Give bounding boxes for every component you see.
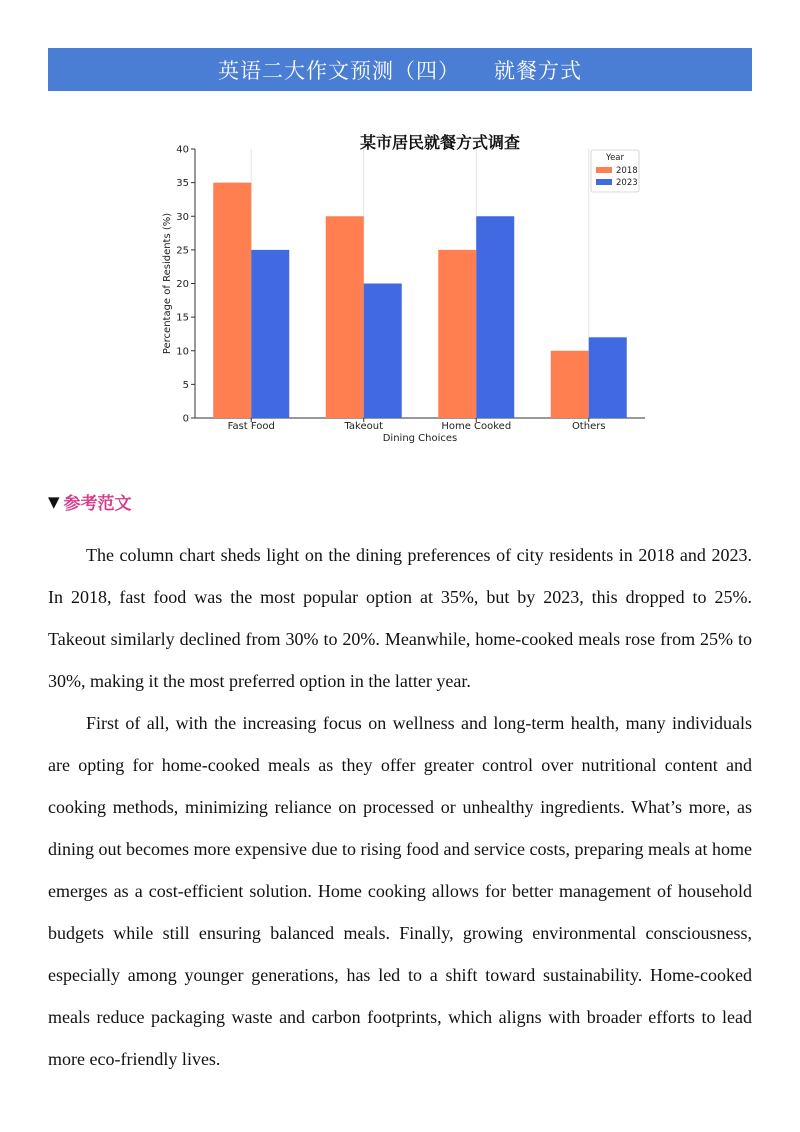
bar-2018-home-cooked [438,250,476,418]
reference-essay-heading [48,489,132,514]
chart-title: 某市居民就餐方式调查 [359,133,521,152]
y-axis-label: Percentage of Residents (%) [162,212,173,355]
y-tick-label: 5 [182,379,189,391]
y-tick-label: 25 [176,245,189,257]
y-tick-label: 15 [176,312,189,324]
legend-label-2023: 2023 [616,178,638,188]
legend-swatch-2023 [596,179,612,185]
essay-paragraph-2: First of all, with the increasing focus on wellness and long-term health, many individuals are opting for home-cooked meals as they offer greater control over nutritional content and cooking methods, minimizing reliance on processed or unhealthy ingredients. What’s more, as dining out becomes more expensive due to rising food and service costs, preparing meals at home emerges as a cost-efficient solution. Home cooking allows for better management of household budgets while still ensuring balanced meals. Finally, growing environmental consciousness, especially among younger generations, has led to a shift toward sustainability. Home-cooked meals reduce packaging waste and carbon footprints, which aligns with broader efforts to lead more eco-friendly lives. [48,713,752,1069]
bar-2023-home-cooked [476,216,514,418]
x-tick-label: Fast Food [227,421,275,432]
y-tick-label: 40 [176,144,189,156]
y-tick-label: 10 [176,346,189,358]
page-subtitle: 就餐方式 [494,58,582,83]
reference-essay-title: 参考范文 [63,494,132,514]
essay-body [48,534,752,1080]
x-tick-label: Takeout [344,421,384,432]
legend-label-2018: 2018 [616,166,638,176]
y-tick-label: 35 [176,178,189,190]
legend-title: Year [606,153,624,163]
page-title: 英语二大作文预测（四） [218,58,460,83]
bar-2018-takeout [326,216,364,418]
y-tick-label: 0 [182,413,189,425]
bar-2018-others [551,351,589,418]
bar-2023-takeout [364,284,402,419]
x-tick-label: Others [571,421,606,432]
x-tick-label: Home Cooked [441,421,512,432]
legend-swatch-2018 [596,167,612,173]
page-title-banner [48,48,752,91]
y-tick-label: 30 [176,211,189,223]
essay-paragraph-1: The column chart sheds light on the dining preferences of city residents in 2018 and 2023. In 2018, fast food was the most popular option at 35%, but by 2023, this dropped to 25%. Takeout similarly declined from 30% to 20%. Meanwhile, home-cooked meals rose from 25% to 30%, making it the most preferred option in the latter year. [48,545,752,691]
bar-2018-fast-food [213,183,251,418]
bar-2023-others [589,337,627,418]
dining-choices-chart [150,128,670,458]
y-tick-label: 20 [176,279,189,290]
bar-2023-fast-food [251,250,289,418]
triangle-down-icon: ▼ [48,492,60,511]
x-axis-label: Dining Choices [382,433,458,444]
